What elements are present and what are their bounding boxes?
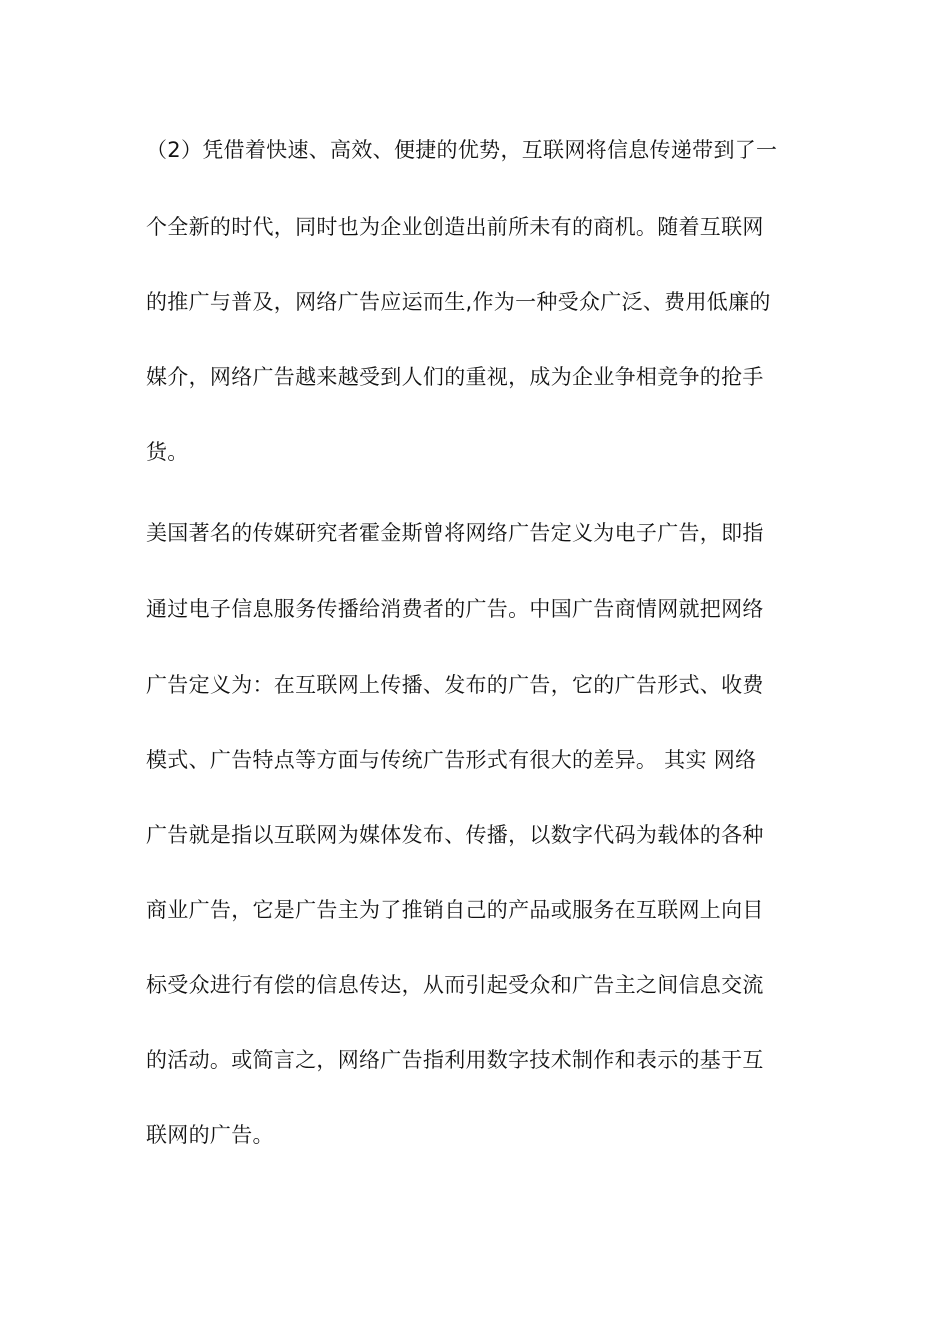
paragraph-1-line-1: （2）凭借着快速、高效、便捷的优势，互联网将信息传递带到了一: [146, 138, 778, 162]
paragraph-2-line-1: 美国著名的传媒研究者霍金斯曾将网络广告定义为电子广告，即指: [146, 521, 764, 545]
paragraph-2-line-6: 商业广告，它是广告主为了推销自己的产品或服务在互联网上向目: [146, 898, 764, 922]
paragraph-1-line-4: 媒介，网络广告越来越受到人们的重视，成为企业争相竞争的抢手: [146, 365, 764, 389]
paragraph-2-line-2: 通过电子信息服务传播给消费者的广告。中国广告商情网就把网络: [146, 597, 764, 621]
paragraph-1-line-3: 的推广与普及，网络广告应运而生,作为一种受众广泛、费用低廉的: [146, 290, 771, 314]
paragraph-1-line-2: 个全新的时代，同时也为企业创造出前所未有的商机。随着互联网: [146, 215, 764, 239]
paragraph-2-line-7: 标受众进行有偿的信息传达，从而引起受众和广告主之间信息交流: [146, 973, 764, 997]
paragraph-2-line-4: 模式、广告特点等方面与传统广告形式有很大的差异。 其实 网络: [146, 748, 757, 772]
paragraph-1-line-5: 货。: [146, 440, 189, 464]
paragraph-2-line-8: 的活动。或简言之，网络广告指利用数字技术制作和表示的基于互: [146, 1048, 764, 1072]
paragraph-2-line-5: 广告就是指以互联网为媒体发布、传播，以数字代码为载体的各种: [146, 823, 764, 847]
paragraph-2-line-3: 广告定义为：在互联网上传播、发布的广告，它的广告形式、收费: [146, 673, 764, 697]
paragraph-2-line-9: 联网的广告。: [146, 1123, 274, 1147]
